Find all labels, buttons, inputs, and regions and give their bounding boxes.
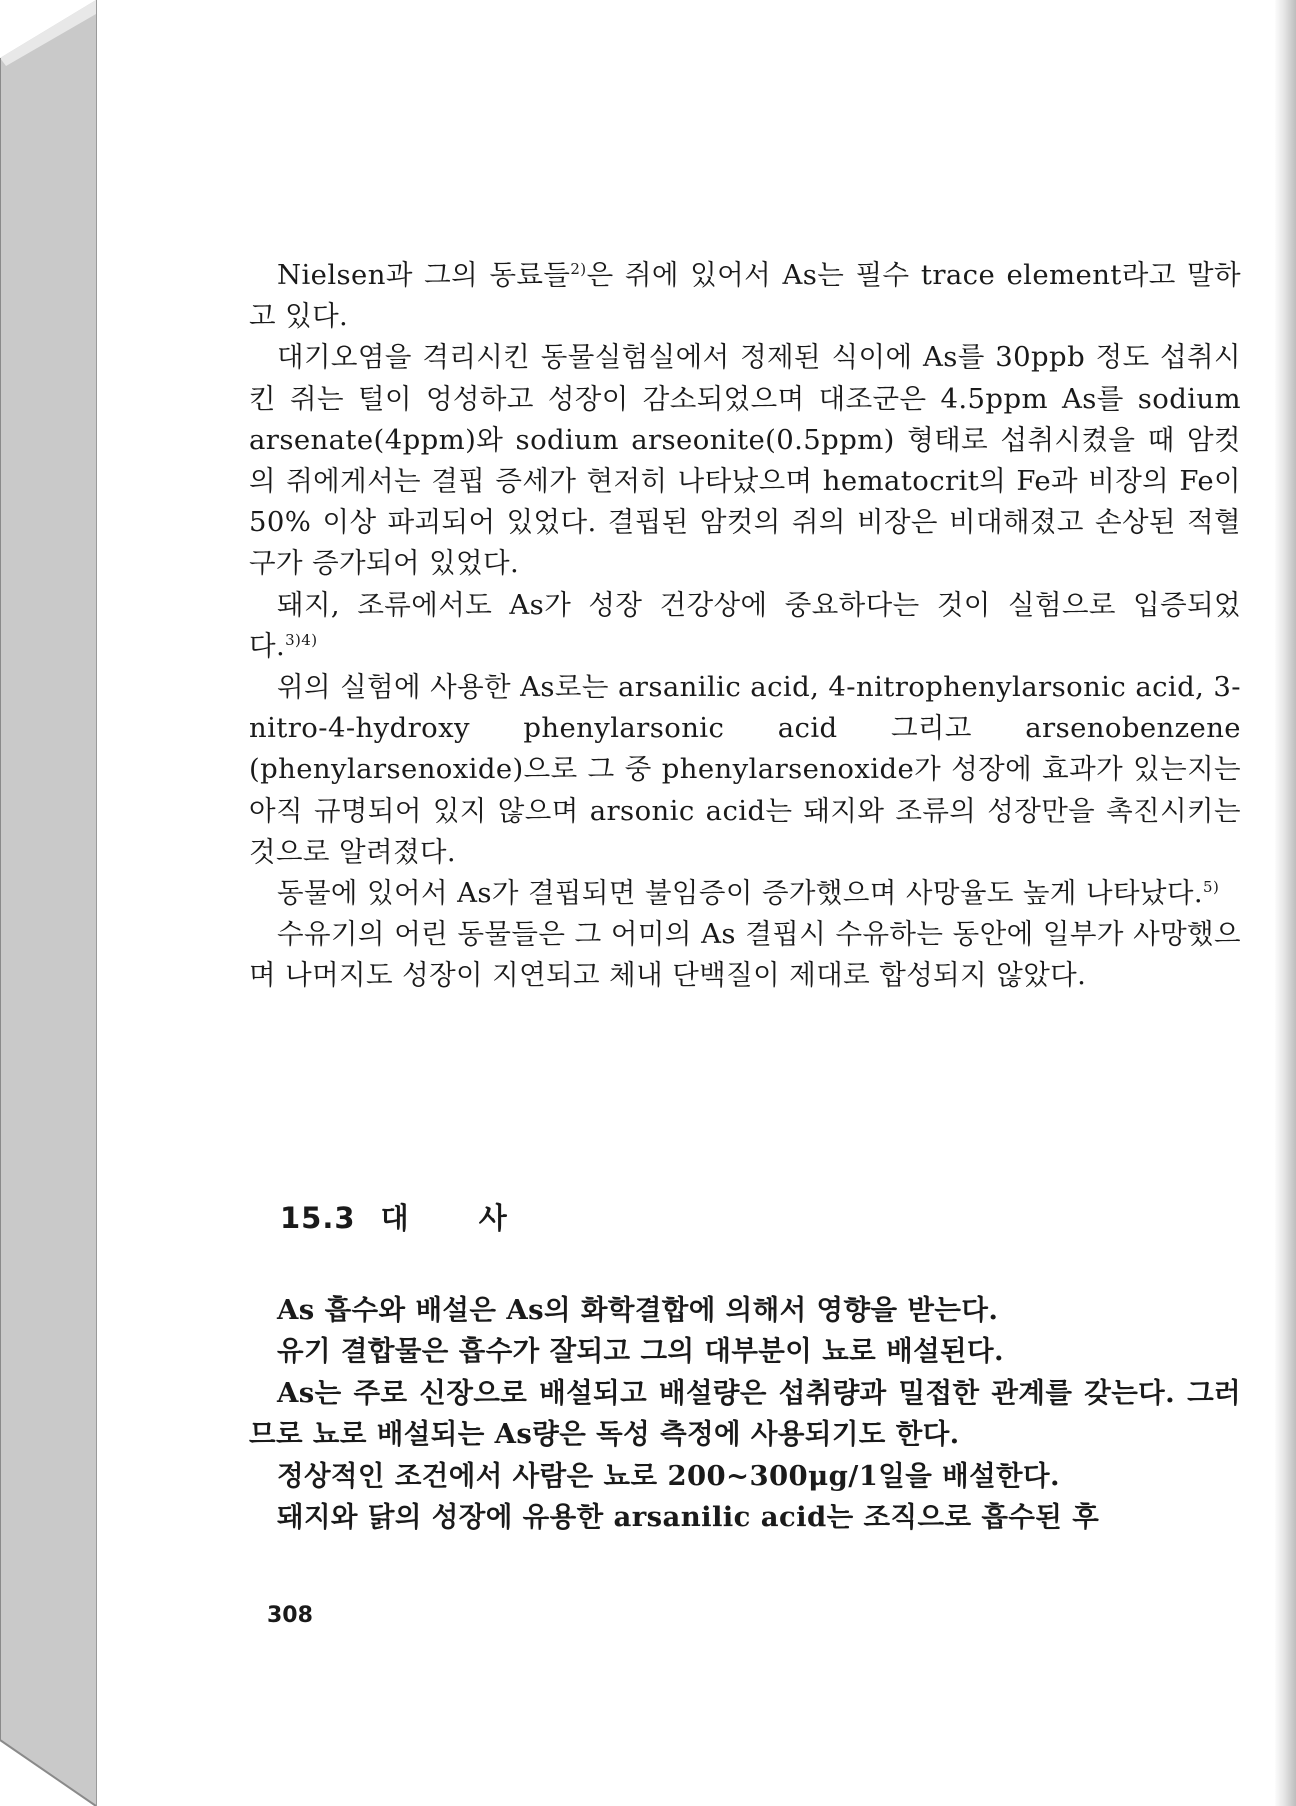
section-heading	[280, 1196, 537, 1237]
paragraph-9: As는 주로 신장으로 배설되고 배설량은 섭취량과 밀접한 관계를 갖는다. 그러므로 뇨로 배설되는 As량은 독성 측정에 사용되기도 한다.	[249, 1376, 1241, 1451]
paragraph-3: 돼지, 조류에서도 As가 성장 건강상에 중요하다는 것이 실험으로 입증되었다.$^{3)4)}$	[249, 588, 1241, 662]
section-title: 대 사	[380, 1201, 537, 1235]
book-page	[96, 0, 1275, 1806]
body-text-block-1	[249, 255, 1241, 997]
page-number: 308	[267, 1603, 313, 1628]
body-text-block-2	[249, 1290, 1241, 1538]
paragraph-11: 돼지와 닭의 성장에 유용한 arsanilic acid는 조직으로 흡수된 후	[277, 1501, 1100, 1534]
paragraph-2: 대기오염을 격리시킨 동물실험실에서 정제된 식이에 As를 30ppb 정도 섭취시킨 쥐는 털이 엉성하고 성장이 감소되었으며 대조군은 4.5ppm As를 sodium arsenate(4ppm)와 sodium arseonite(0.5ppm) 형태로 섭취시켰을 때 암컷의 쥐에게서는 결핍 증세가 현저히 나타났으며 hematocrit의 Fe과 비장의 Fe이 50% 이상 파괴되어 있었다. 결핍된 암컷의 쥐의 비장은 비대해졌고 손상된 적혈구가 증가되어 있었다.	[249, 341, 1241, 580]
paragraph-6: 수유기의 어린 동물들은 그 어미의 As 결핍시 수유하는 동안에 일부가 사망했으며 나머지도 성장이 지연되고 체내 단백질이 제대로 합성되지 않았다.	[249, 918, 1241, 992]
reference-marker: 3)4)	[285, 630, 318, 649]
reference-marker: 5)	[1203, 877, 1220, 896]
paragraph-1: Nielsen과 그의 동료들$^{2)}$은 쥐에 있어서 As는 필수 trace element라고 말하고 있다.	[249, 259, 1241, 333]
paragraph-10: 정상적인 조건에서 사람은 뇨로 200~300μg/1일을 배설한다.	[277, 1459, 1060, 1492]
paragraph-8: 유기 결합물은 흡수가 잘되고 그의 대부분이 뇨로 배설된다.	[277, 1335, 1004, 1368]
reference-marker: 2)	[570, 259, 587, 278]
section-number: 15.3	[280, 1201, 356, 1235]
paragraph-5: 동물에 있어서 As가 결핍되면 불임증이 증가했으며 사망율도 높게 나타났다.$^{5)}$	[277, 877, 1220, 910]
page-right-edge	[1274, 0, 1296, 1806]
book-spine	[0, 0, 96, 1806]
paragraph-7: As 흡수와 배설은 As의 화학결합에 의해서 영향을 받는다.	[277, 1294, 999, 1326]
paragraph-4: 위의 실험에 사용한 As로는 arsanilic acid, 4-nitrophenylarsonic acid, 3-nitro-4-hydroxy phenylarsonic acid 그리고 arsenobenzene (phenylarsenoxide)으로 그 중 phenylarsenoxide가 성장에 효과가 있는지는 아직 규명되어 있지 않으며 arsonic acid는 돼지와 조류의 성장만을 촉진시키는 것으로 알려졌다.	[249, 671, 1241, 868]
